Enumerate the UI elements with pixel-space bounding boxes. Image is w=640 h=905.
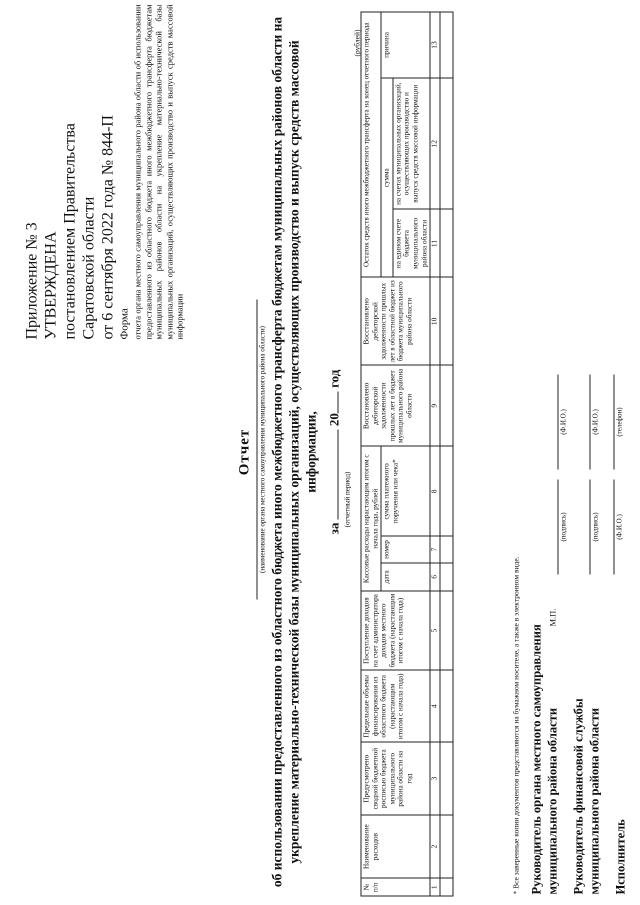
period-year-prefix: 20 [326, 413, 342, 427]
table-cell[interactable] [440, 670, 453, 742]
header-payment-sum: сумма платежного поручения или чека* [381, 446, 430, 536]
header-budget-planned: Предусмотрено сводной бюджетной росписью бюджета муниципального района области на год [361, 742, 430, 814]
column-number: 2 [430, 815, 440, 879]
table-cell[interactable] [440, 742, 453, 814]
stamp-placeholder: М.П. [547, 608, 558, 627]
approval-line-3: от 6 сентября 2022 года № 844-П [99, 115, 117, 340]
currency-note: (рублей) [352, 29, 362, 57]
report-title: об использовании предоставленного из областного бюджета иного межбюджетного трансферта бюджетам муниципальных районов области на укрепление материально-технической базы муниципальных организаций, осуществляющих производство и выпуск средств массовой информации, [269, 16, 319, 888]
period-caption: (отчетный период) [343, 471, 352, 528]
finance-signature-title [571, 698, 603, 894]
column-number: 6 [430, 563, 440, 592]
finance-signature-line[interactable] [590, 480, 591, 575]
column-number: 5 [430, 591, 440, 670]
header-funding-limits: Предельные объемы финансирования из областного бюджета (нарастающим итогом с начала года) [361, 670, 430, 742]
finance-fio-caption: (Ф.И.О.) [591, 409, 600, 435]
finance-title-line-2: муниципального района области [587, 707, 602, 895]
table-cell[interactable] [440, 277, 453, 365]
table-cell[interactable] [440, 878, 453, 896]
executor-fio-line[interactable] [614, 480, 615, 575]
approval-line-2: Саратовской области [80, 196, 98, 340]
table-cell[interactable] [440, 446, 453, 536]
period-blank [326, 429, 339, 519]
column-number: 12 [430, 78, 440, 210]
table-cell[interactable] [440, 365, 453, 446]
head-signature-caption: (подпись) [559, 512, 568, 542]
column-number: 9 [430, 365, 440, 446]
header-doc-number: номер [381, 536, 430, 562]
finance-signature-caption: (подпись) [591, 512, 600, 542]
approved-stamp: УТВЕРЖДЕНА [42, 231, 60, 340]
table-row [440, 12, 453, 896]
table-column-numbers [430, 12, 440, 896]
header-restored-regional: Восстановлено дебиторской задолженности прошлых лет в областной бюджет из бюджета муниципального района области [361, 277, 430, 365]
approval-line-1: постановлением Правительства [61, 123, 79, 340]
finance-title-line-1: Руководитель финансовой службы [571, 698, 586, 895]
header-number: № п/п [361, 878, 430, 896]
column-number: 1 [430, 878, 440, 896]
head-fio-caption: (Ф.И.О.) [559, 409, 568, 435]
period-year-blank [326, 391, 339, 413]
column-number: 11 [430, 210, 440, 278]
report-heading: Отчет [236, 428, 253, 476]
executor-phone-line[interactable] [614, 375, 615, 470]
table-cell[interactable] [440, 210, 453, 278]
header-cash-expenses: Кассовые расходы нарастающим итогом с начала года, рублей [361, 446, 381, 591]
head-signature-line[interactable] [558, 480, 559, 575]
column-number: 10 [430, 277, 440, 365]
period-prefix: за [326, 522, 342, 535]
period-line [326, 0, 343, 905]
finance-fio-line[interactable] [590, 375, 591, 470]
approval-block [23, 10, 118, 340]
head-fio-line[interactable] [558, 375, 559, 470]
header-restored-local: Восстановлено дебиторской задолженности прошлых лет в бюджет муниципального района области [361, 365, 430, 446]
table-header-row-1 [361, 12, 381, 896]
document-page [1, 0, 640, 905]
header-reason: причина [381, 12, 430, 78]
header-sum: сумма [381, 78, 393, 278]
header-date: дата [381, 563, 430, 592]
column-number: 8 [430, 446, 440, 536]
form-label: Форма [118, 308, 131, 340]
column-number: 7 [430, 536, 440, 562]
footnote: * Все заверенные копии документов представляются на бумажном носителе, а также в электронном виде. [511, 556, 521, 895]
executor-phone-caption: (телефон) [615, 407, 624, 437]
column-number: 3 [430, 742, 440, 814]
table-cell[interactable] [440, 78, 453, 210]
form-description: отчета органа местного самоуправления муниципального района области об использовании предоставленного из областного бюджета иного межбюджетного трансферта бюджетам муниципальных районов области на укрепление материально-технической базы муниципальных организаций, осуществляющих производство и выпуск средств массовой информации [132, 4, 185, 340]
head-title-line-1: Руководитель органа местного самоуправления [529, 624, 544, 895]
header-org-accounts: на счетах муниципальных организаций, осуществляющих производство и выпуск средств массовой информации [393, 78, 430, 210]
table-cell[interactable] [440, 563, 453, 592]
executor-label: Исполнитель [613, 819, 628, 895]
table-cell[interactable] [440, 12, 453, 78]
header-remaining-funds: Остаток средств иного межбюджетного трансферта на конец отчетного периода [361, 12, 381, 277]
head-signature-title [529, 624, 561, 894]
org-name-caption: (наименование органа местного самоуправления муниципального района области) [258, 325, 267, 574]
column-number: 4 [430, 670, 440, 742]
header-expense-name: Наименование расходов [361, 815, 430, 879]
table-cell[interactable] [440, 591, 453, 670]
report-table [361, 12, 454, 897]
head-title-line-2: муниципального района области [545, 707, 560, 895]
org-name-line [257, 300, 258, 600]
appendix-number: Приложение № 3 [23, 222, 41, 340]
header-single-account: на едином счете бюджета муниципального района области [393, 210, 430, 278]
period-year-suffix: год [326, 369, 342, 388]
executor-fio-caption: (Ф.И.О.) [615, 514, 624, 540]
table-cell[interactable] [440, 815, 453, 879]
header-revenue-received: Поступление доходов на счет администратора доходов местного бюджета (нарастающим итогом с начала года) [361, 591, 430, 670]
table-cell[interactable] [440, 536, 453, 562]
column-number: 13 [430, 12, 440, 78]
